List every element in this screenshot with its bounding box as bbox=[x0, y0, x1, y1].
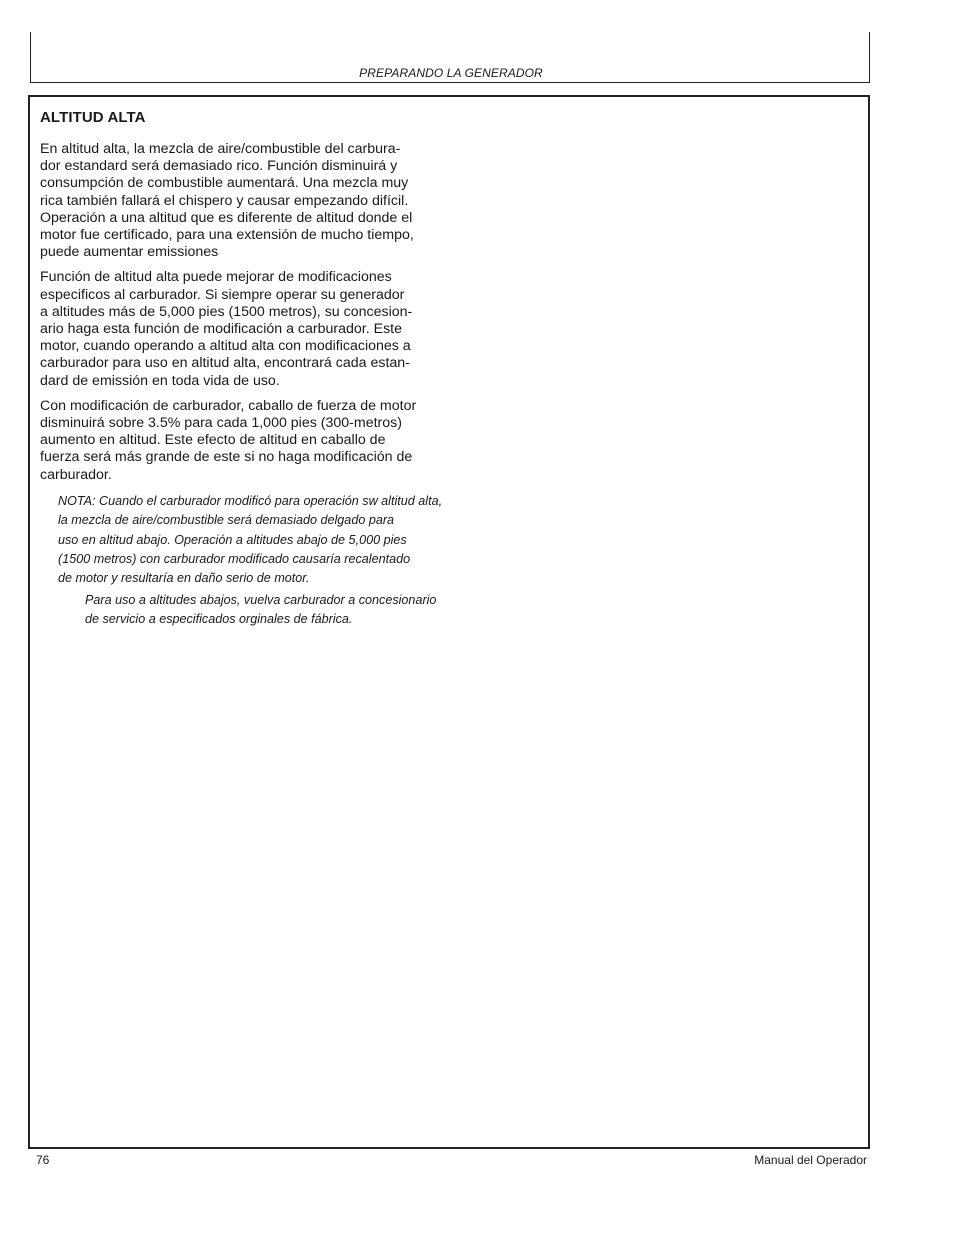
section-running-title: PREPARANDO LA GENERADOR bbox=[359, 66, 543, 80]
note-text: NOTA: Cuando el carburador modificó para operación sw altitud alta, la mezcla de aire/combustible será demasiado delgado para uso en altitud abajo. Operación a altitudes abajo de 5,000 pies (1500 metros) con carburador modificado causaría recalentado de motor y resultaría en daño serio de motor. bbox=[58, 493, 443, 586]
paragraph-1: En altitud alta, la mezcla de aire/combustible del carbura- dor estandard será demasiado rico. Función disminuirá y consumpción de combustible aumentará. Una mezcla muy rica también fallará el chispero y causar empezando difícil. Operación a una altitud que es diferente de altitud donde el motor fue certificado, para una extensión de mucho tiempo, puede aumentar emissiones bbox=[40, 141, 414, 261]
paragraph-3: Con modificación de carburador, caballo de fuerza de motor disminuirá sobre 3.5% para cada 1,000 pies (300-metros) aumento en altitud. Este efecto de altitud en caballo de fuerza será más grande de este si no haga modificación de carburador. bbox=[40, 397, 417, 483]
text-column bbox=[40, 109, 470, 630]
paragraph-2: Función de altitud alta puede mejorar de modificaciones especificos al carburador. Si siempre operar su generador a altitudes más de 5,000 pies (1500 metros), su concesion- ario haga esta función de modificación a carburador. Este motor, cuando operando a altitud alta con modificaciones a carburador para uso en altitud alta, encontrará cada estan- dard de emissión en toda vida de uso. bbox=[40, 269, 413, 389]
manual-title: Manual del Operador bbox=[754, 1153, 867, 1167]
page-number: 76 bbox=[36, 1153, 50, 1167]
note-continuation: Para uso a altitudes abajos, vuelva carburador a concesionario de servicio a especificados orginales de fábrica. bbox=[85, 592, 437, 627]
page-header bbox=[30, 32, 870, 83]
content-frame bbox=[28, 95, 870, 1149]
section-heading: ALTITUD ALTA bbox=[40, 109, 146, 126]
